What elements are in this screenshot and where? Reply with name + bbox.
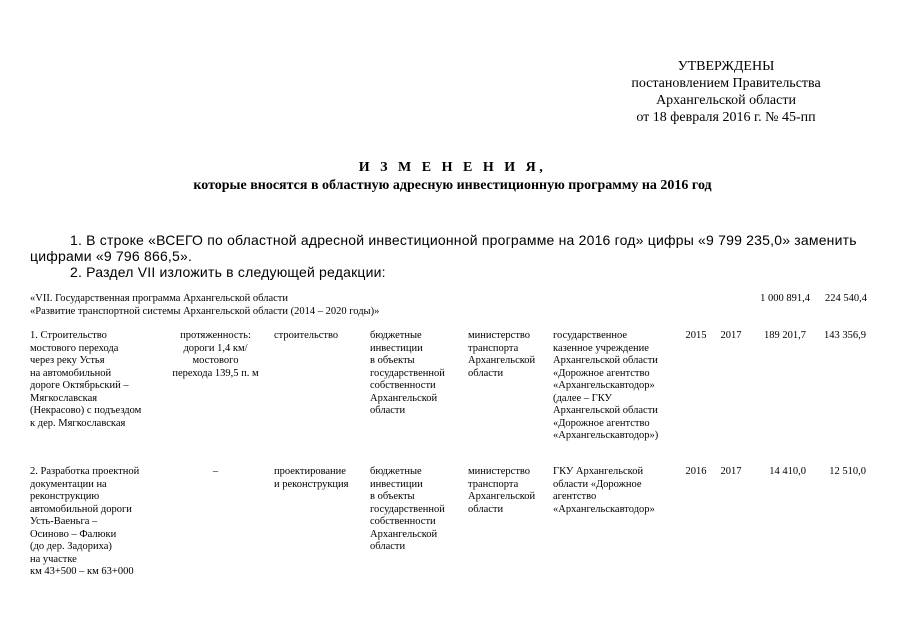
cell-line: государственной [370, 367, 445, 379]
cell-line: «Дорожное агентство [553, 367, 650, 379]
cell-line: министерство [468, 466, 531, 477]
capacity-cell [168, 466, 263, 479]
customer-cell [553, 330, 678, 443]
object-name-cell [30, 466, 165, 579]
cell-line: «Архангельскавтодор») [553, 430, 659, 441]
start-year-cell: 2015 [685, 330, 707, 341]
funding-type-cell [370, 466, 462, 554]
section-heading [30, 293, 750, 318]
cell-line: области «Дорожное [553, 478, 642, 490]
cell-line: бюджетные [370, 330, 422, 341]
cell-line: Архангельской [468, 355, 536, 366]
cell-line: области [370, 541, 406, 552]
work-type-cell [274, 330, 364, 343]
document-subtitle: которые вносятся в областную адресную инвестиционную программу на 2016 год [193, 178, 712, 193]
cell-line: области [468, 367, 504, 379]
financing-cell: 12 510,0 [829, 466, 866, 477]
cell-line: инвестиции [370, 342, 423, 354]
cell-line: и реконструкция [274, 478, 349, 490]
cell-line: транспорта [468, 478, 519, 490]
ministry-cell [468, 330, 550, 380]
cell-line: области [468, 503, 504, 515]
cell-line: агентство [553, 491, 597, 502]
cell-line: (далее – ГКУ [553, 392, 612, 404]
cell-line: проектирование [274, 466, 346, 477]
section-program-line: «Развитие транспортной системы Архангельской области (2014 – 2020 годы)» [30, 305, 380, 317]
cell-line: документации на [30, 478, 107, 490]
section-title-line: «VII. Государственная программа Архангельской области [30, 293, 288, 304]
cell-line: Мягкославская [30, 392, 98, 404]
funding-type-cell [370, 330, 462, 418]
cell-line: (Некрасово) с подъездом [30, 405, 142, 416]
cell-line: Архангельской области [553, 355, 658, 366]
work-type-cell [274, 466, 364, 491]
cell-line: км 43+500 – км 63+000 [30, 566, 134, 577]
cell-line: «Архангельскавтодор» [553, 380, 655, 391]
customer-cell [553, 466, 678, 516]
capacity-cell [168, 330, 263, 380]
cell-line: собственности [370, 380, 436, 391]
cell-line: 2. Разработка проектной [30, 466, 140, 477]
cell-line: к дер. Мягкославская [30, 417, 126, 429]
document-title: И З М Е Н Е Н И Я, [358, 160, 547, 175]
approval-date-line: от 18 февраля 2016 г. № 45-пп [636, 110, 816, 125]
cell-line: строительство [274, 330, 339, 341]
paragraph-1: 1. В строке «ВСЕГО по областной адресной инвестиционной программе на 2016 год» цифры «9 799 235,0» заменить цифрами «9 796 866,5». [30, 232, 857, 264]
end-year-cell: 2017 [720, 330, 742, 341]
cell-line: в объекты [370, 491, 415, 502]
end-year-cell: 2017 [720, 466, 742, 477]
cell-line: дороге Октябрьский – [30, 380, 129, 391]
cell-line: реконструкцию [30, 491, 100, 502]
cell-line: мостового перехода [30, 342, 119, 354]
cell-line: ГКУ Архангельской [553, 466, 644, 477]
cell-line: автомобильной дороги [30, 503, 132, 515]
cell-line: министерство [468, 330, 531, 341]
cell-line: «Архангельскавтодор» [553, 503, 655, 515]
cell-line: перехода 139,5 п. м [172, 367, 259, 379]
cell-line: на автомобильной [30, 367, 112, 379]
approval-line: постановлением Правительства [631, 76, 821, 91]
financing-cell: 143 356,9 [824, 330, 866, 341]
estimated-cost-cell: 14 410,0 [769, 466, 806, 477]
ministry-cell [468, 466, 550, 516]
object-name-cell [30, 330, 165, 430]
cell-line: – [212, 466, 219, 477]
cell-line: казенное учреждение [553, 342, 649, 354]
cell-line: инвестиции [370, 478, 423, 490]
cell-line: 1. Строительство [30, 330, 107, 341]
cell-line: Архангельской [468, 491, 536, 502]
cell-line: на участке [30, 553, 77, 565]
cell-line: мостового [192, 355, 239, 366]
start-year-cell: 2016 [685, 466, 707, 477]
cell-line: государственное [553, 330, 628, 341]
cell-line: собственности [370, 516, 436, 527]
cell-line: бюджетные [370, 466, 422, 477]
cell-line: «Дорожное агентство [553, 417, 650, 429]
paragraph-2: 2. Раздел VII изложить в следующей редакции: [70, 264, 386, 280]
cell-line: государственной [370, 503, 445, 515]
cell-line: Осиново – Фалюки [30, 528, 117, 540]
approval-block [611, 58, 841, 126]
cell-line: Усть-Ваеньга – [30, 516, 98, 527]
approval-heading: УТВЕРЖДЕНЫ [677, 59, 775, 74]
section-current-financing: 224 540,4 [825, 293, 867, 304]
cell-line: через реку Устья [30, 355, 105, 366]
cell-line: (до дер. Задориха) [30, 541, 112, 552]
cell-line: области [370, 405, 406, 416]
estimated-cost-cell: 189 201,7 [764, 330, 806, 341]
approval-line: Архангельской области [656, 93, 796, 108]
cell-line: Архангельской [370, 528, 438, 540]
cell-line: протяженность: [180, 330, 251, 341]
section-total-cost: 1 000 891,4 [760, 293, 810, 304]
cell-line: в объекты [370, 355, 415, 366]
cell-line: транспорта [468, 342, 519, 354]
cell-line: Архангельской [370, 392, 438, 404]
cell-line: дороги 1,4 км/ [183, 342, 248, 354]
cell-line: Архангельской области [553, 405, 658, 416]
